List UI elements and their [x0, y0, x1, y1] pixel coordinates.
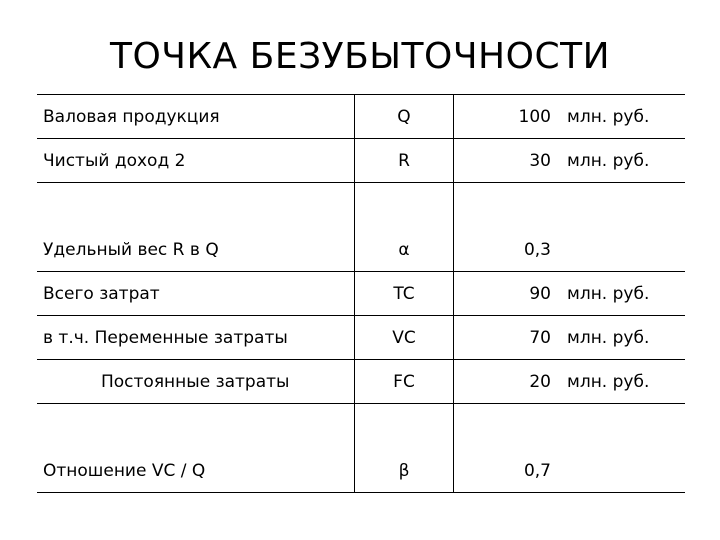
row-symbol: TC [393, 284, 415, 304]
table-row-gross-output [37, 94, 685, 138]
column-divider [453, 183, 454, 271]
row-unit: млн. руб. [567, 372, 650, 392]
column-divider [453, 316, 454, 359]
row-value: 100 [518, 107, 551, 127]
row-symbol: FC [393, 372, 415, 392]
row-unit: млн. руб. [567, 284, 650, 304]
row-value: 70 [529, 328, 551, 348]
row-label: в т.ч. Переменные затраты [43, 328, 288, 348]
row-value: 0,3 [523, 240, 551, 260]
row-unit: млн. руб. [567, 107, 650, 127]
table-row-net-income [37, 138, 685, 182]
table-row-share [37, 182, 685, 271]
row-symbol: α [398, 240, 410, 260]
row-label: Отношение VC / Q [43, 461, 206, 481]
table-row-fixed-costs [37, 359, 685, 403]
breakeven-table [37, 94, 685, 493]
row-label: Валовая продукция [43, 107, 220, 127]
table-row-ratio [37, 403, 685, 493]
row-unit: млн. руб. [567, 328, 650, 348]
page-title: ТОЧКА БЕЗУБЫТОЧНОСТИ [109, 36, 611, 77]
row-label: Постоянные затраты [101, 372, 290, 392]
row-value: 30 [529, 151, 551, 171]
column-divider [453, 404, 454, 492]
row-value: 20 [529, 372, 551, 392]
row-label: Чистый доход 2 [43, 151, 186, 171]
row-symbol: β [398, 461, 410, 481]
table-row-total-costs [37, 271, 685, 315]
row-value: 90 [529, 284, 551, 304]
column-divider [453, 95, 454, 138]
column-divider [453, 272, 454, 315]
row-value: 0,7 [523, 461, 551, 481]
row-symbol: Q [397, 107, 411, 127]
row-symbol: VC [392, 328, 416, 348]
row-unit: млн. руб. [567, 151, 650, 171]
table-row-variable-costs [37, 315, 685, 359]
column-divider [453, 139, 454, 182]
row-label: Удельный вес R в Q [43, 240, 219, 260]
column-divider [453, 360, 454, 403]
row-label: Всего затрат [43, 284, 160, 304]
row-symbol: R [398, 151, 410, 171]
